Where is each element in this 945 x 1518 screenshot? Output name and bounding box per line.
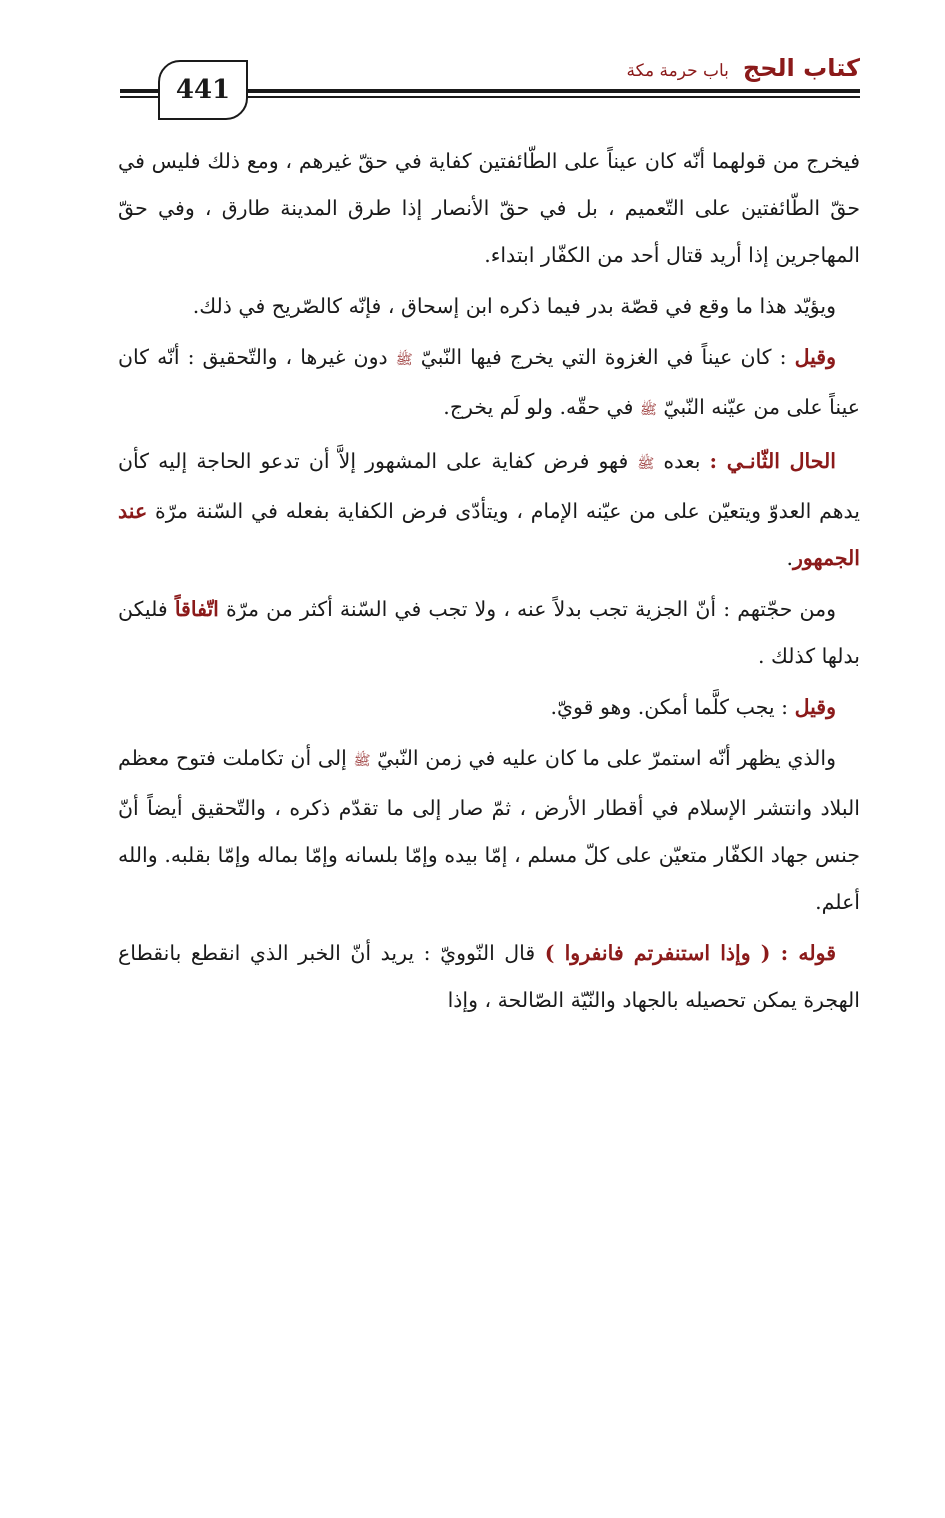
book-title: كتاب الحج [742,54,860,82]
salutation-seal-icon: ﷺ [637,456,655,472]
paragraph-8 [118,930,860,1024]
paragraph-4-text-a: بعده [654,449,710,473]
paragraph-7-text-b: إلى أن تكاملت فتوح معظم البلاد وانتشر الإسلام في أقطار الأرض ، ثمّ صار إلى ما تقدّم ذكره ، والتّحقيق أيضاً أنّ جنس جهاد الكفّار متعيّن على كلّ مسلم ، إمّا بيده وإمّا بلسانه وإمّا بماله وإمّا بقلبه. والله أعلم. [118,746,860,914]
page-number-box [158,60,248,120]
paragraph-5-highlight: اتّفاقاً [174,597,219,621]
chapter-title: باب حرمة مكة [626,61,729,81]
paragraph-3-text-c: في حقّه. ولو لَم يخرج. [443,395,640,419]
paragraph-6 [118,684,860,731]
salutation-seal-icon: ﷺ [353,753,371,769]
paragraph-3 [118,334,860,434]
paragraph-3-text-b: دون غيرها ، والتّحقيق : أنّه كان عيناً على من عيّنه النّبيّ [118,345,860,419]
paragraph-8-label: قوله : ( وإذا استنفرتم فانفروا ) [544,941,836,965]
page-header [120,40,860,120]
page-body [118,138,860,1028]
paragraph-5-text-b: فليكن بدلها كذلك . [118,597,860,668]
paragraph-4-label: الحال الثّانـي : [709,449,836,473]
paragraph-7 [118,735,860,926]
paragraph-5 [118,586,860,680]
paragraph-3-text-a: : كان عيناً في الغزوة التي يخرج فيها النّبيّ [412,345,795,369]
salutation-seal-icon: ﷺ [639,402,657,418]
paragraph-8-text: قال النّوويّ : يريد أنّ الخبر الذي انقطع بانقطاع الهجرة يمكن تحصيله بالجهاد والنّيّة الصّالحة ، وإذا [118,941,860,1012]
paragraph-4-text-b: فهو فرض كفاية على المشهور إلاَّ أن تدعو الحاجة إليه كأن يدهم العدوّ ويتعيّن على من عيّنه الإمام ، ويتأدّى فرض الكفاية بفعله في السّنة مرّة [118,449,860,523]
paragraph-2 [118,283,860,330]
paragraph-6-text: : يجب كلَّما أمكن. وهو قويّ. [550,695,795,719]
paragraph-2-text: ويؤيّد هذا ما وقع في قصّة بدر فيما ذكره ابن إسحاق ، فإنّه كالصّريح في ذلك. [192,294,836,318]
paragraph-5-text-a: ومن حجّتهم : أنّ الجزية تجب بدلاً عنه ، ولا تجب في السّنة أكثر من مرّة [218,597,836,621]
header-titles [626,54,860,82]
paragraph-4 [118,438,860,582]
paragraph-6-label: وقيل [794,695,836,719]
paragraph-1 [118,138,860,279]
salutation-seal-icon: ﷺ [395,352,413,368]
paragraph-7-text-a: والذي يظهر أنّه استمرّ على ما كان عليه في زمن النّبيّ [370,746,837,770]
paragraph-4-text-c: . [786,546,794,570]
paragraph-4-highlight: عند الجمهور [118,499,860,570]
paragraph-3-label: وقيل [794,345,836,369]
paragraph-1-text: فيخرج من قولهما أنّه كان عيناً على الطّائفتين كفاية في حقّ غيرهم ، ومع ذلك فليس في حقّ الطّائفتين على التّعميم ، بل في حقّ الأنصار إذا طرق المدينة طارق ، وفي حقّ المهاجرين إذا أريد قتال أحد من الكفّار ابتداء. [118,149,860,267]
page-number: 441 [175,75,231,105]
